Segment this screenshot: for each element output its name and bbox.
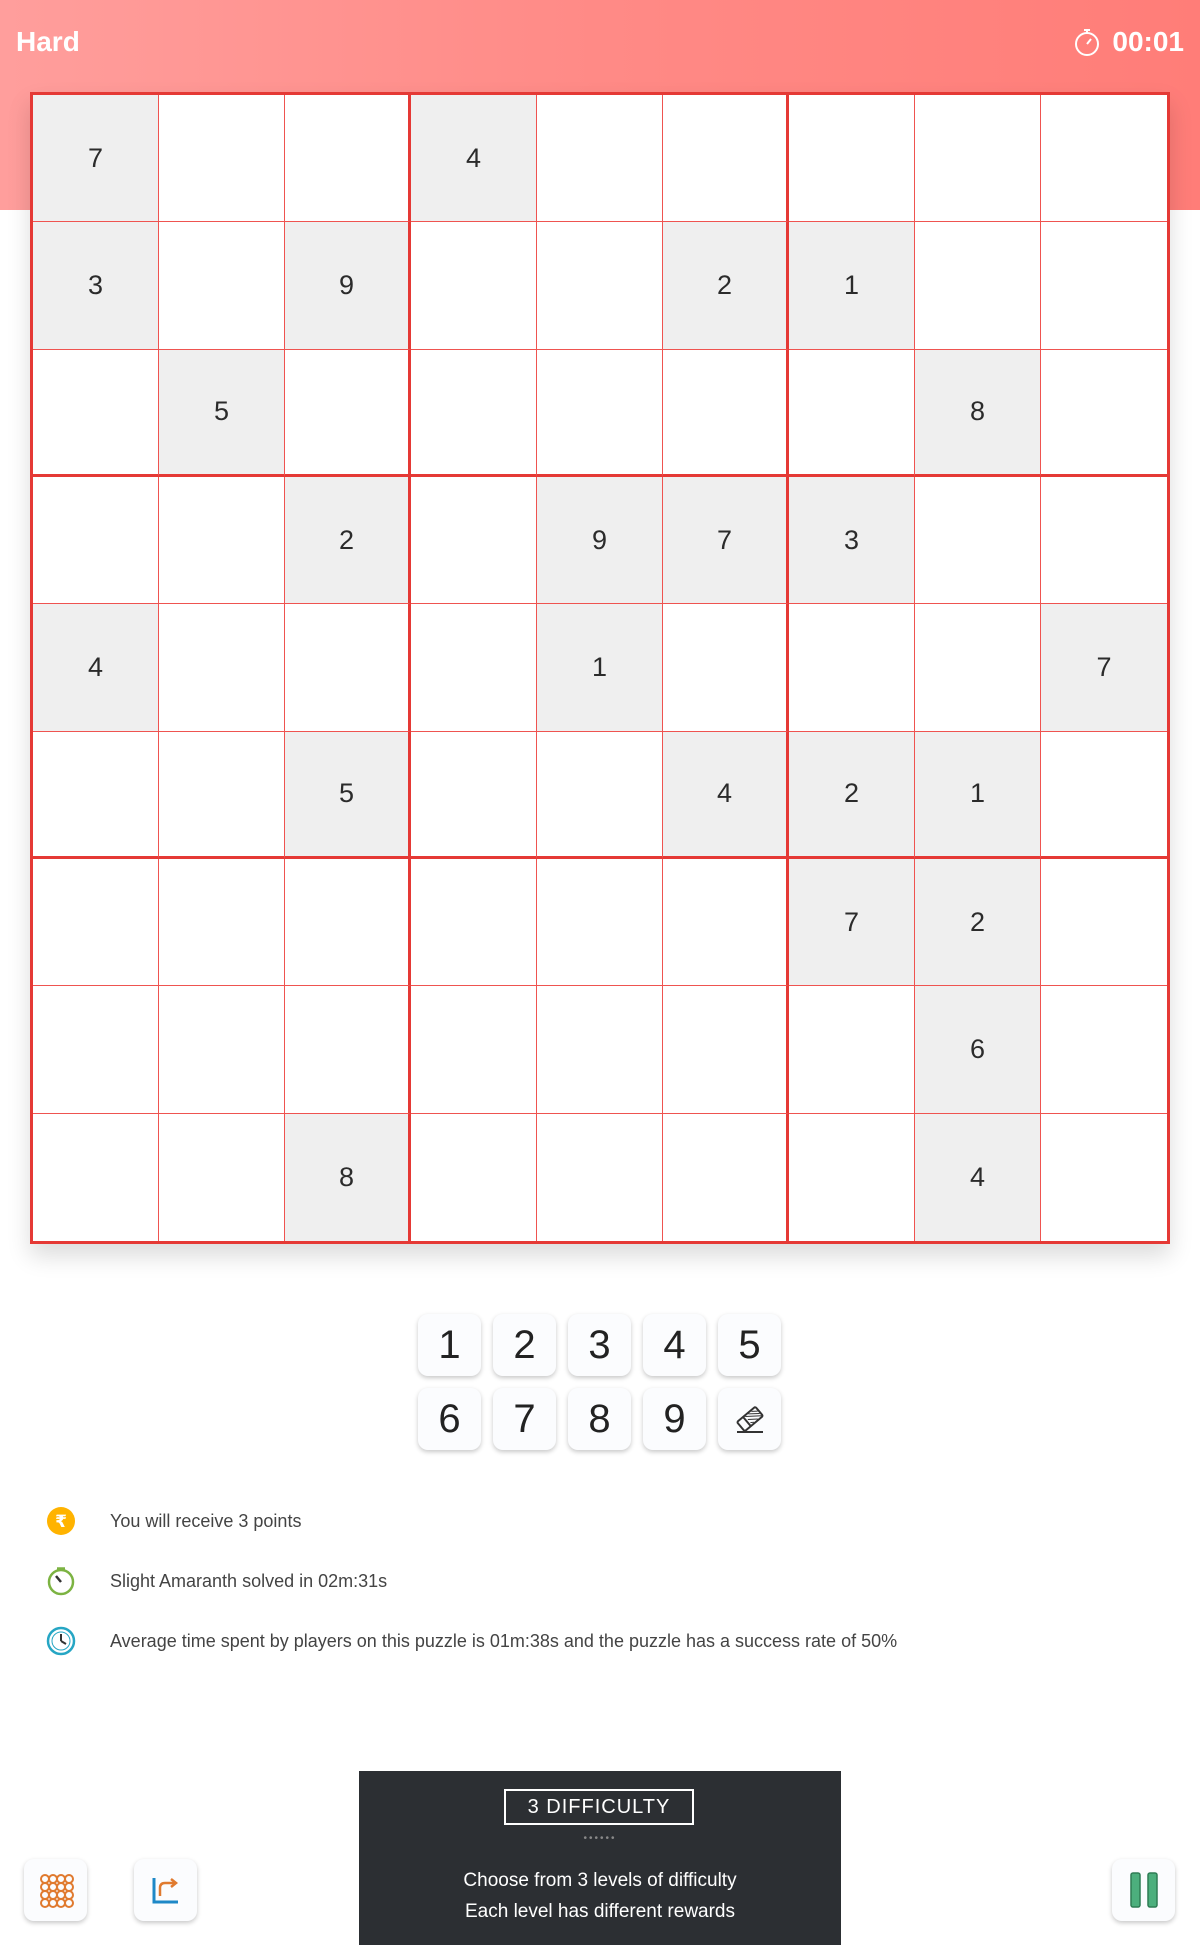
solved-info: [46, 1566, 388, 1596]
pause-button[interactable]: [1112, 1859, 1175, 1921]
solved-text: Slight Amaranth solved in 02m:31s: [110, 1570, 388, 1591]
eraser-icon: [733, 1404, 767, 1434]
timer: [1072, 26, 1184, 58]
cell-r7-c1[interactable]: [33, 859, 159, 986]
key-4-button[interactable]: 4: [643, 1314, 706, 1376]
cell-r2-c1[interactable]: 3: [33, 222, 159, 349]
cell-r2-c7[interactable]: 1: [789, 222, 915, 349]
dots-grid-icon: [38, 1872, 74, 1908]
cell-r7-c3[interactable]: [285, 859, 411, 986]
promo-title: 3 DIFFICULTY: [504, 1789, 694, 1825]
cell-r6-c8[interactable]: 1: [915, 732, 1041, 859]
stats-button[interactable]: [134, 1859, 197, 1921]
cell-r3-c2[interactable]: 5: [159, 350, 285, 477]
cell-r5-c5[interactable]: 1: [537, 604, 663, 731]
cell-r5-c1[interactable]: 4: [33, 604, 159, 731]
cell-r4-c1[interactable]: [33, 477, 159, 604]
number-keypad: [418, 1314, 781, 1450]
cell-r8-c1[interactable]: [33, 986, 159, 1113]
cell-r8-c5[interactable]: [537, 986, 663, 1113]
cell-r5-c2[interactable]: [159, 604, 285, 731]
key-2-button[interactable]: 2: [493, 1314, 556, 1376]
cell-r1-c7[interactable]: [789, 95, 915, 222]
key-9-button[interactable]: 9: [643, 1388, 706, 1450]
timer-value: 00:01: [1112, 26, 1184, 57]
cell-r3-c6[interactable]: [663, 350, 789, 477]
cell-r5-c3[interactable]: [285, 604, 411, 731]
cell-r2-c4[interactable]: [411, 222, 537, 349]
cell-r5-c6[interactable]: [663, 604, 789, 731]
cell-r6-c4[interactable]: [411, 732, 537, 859]
cell-r6-c9[interactable]: [1041, 732, 1167, 859]
cell-r2-c6[interactable]: 2: [663, 222, 789, 349]
cell-r9-c9[interactable]: [1041, 1114, 1167, 1241]
menu-grid-button[interactable]: [24, 1859, 87, 1921]
svg-text:₹: ₹: [55, 1512, 67, 1532]
cell-r1-c8[interactable]: [915, 95, 1041, 222]
cell-r1-c5[interactable]: [537, 95, 663, 222]
cell-r8-c3[interactable]: [285, 986, 411, 1113]
pause-icon: [1129, 1872, 1159, 1908]
difficulty-promo-banner[interactable]: [359, 1771, 841, 1945]
cell-r8-c7[interactable]: [789, 986, 915, 1113]
chart-export-icon: [149, 1873, 183, 1907]
cell-r2-c9[interactable]: [1041, 222, 1167, 349]
points-text: You will receive 3 points: [110, 1510, 302, 1531]
cell-r3-c5[interactable]: [537, 350, 663, 477]
cell-r9-c5[interactable]: [537, 1114, 663, 1241]
cell-r9-c6[interactable]: [663, 1114, 789, 1241]
cell-r7-c8[interactable]: 2: [915, 859, 1041, 986]
cell-r9-c4[interactable]: [411, 1114, 537, 1241]
cell-r1-c6[interactable]: [663, 95, 789, 222]
average-text: Average time spent by players on this puzzle is 01m:38s and the puzzle has a success rate of 50%: [110, 1630, 898, 1651]
average-info: [46, 1626, 898, 1656]
key-8-button[interactable]: 8: [568, 1388, 631, 1450]
stopwatch-icon: [1072, 27, 1102, 57]
cell-r4-c4[interactable]: [411, 477, 537, 604]
cell-r7-c5[interactable]: [537, 859, 663, 986]
cell-r4-c3[interactable]: 2: [285, 477, 411, 604]
cell-r7-c4[interactable]: [411, 859, 537, 986]
cell-r4-c6[interactable]: 7: [663, 477, 789, 604]
sudoku-board: [30, 92, 1170, 1244]
cell-r3-c8[interactable]: 8: [915, 350, 1041, 477]
clock-icon: [46, 1626, 76, 1656]
cell-r1-c4[interactable]: 4: [411, 95, 537, 222]
key-6-button[interactable]: 6: [418, 1388, 481, 1450]
cell-r2-c5[interactable]: [537, 222, 663, 349]
cell-r1-c2[interactable]: [159, 95, 285, 222]
cell-r7-c7[interactable]: 7: [789, 859, 915, 986]
key-1-button[interactable]: 1: [418, 1314, 481, 1376]
promo-line-1: Choose from 3 levels of difficulty: [463, 1870, 737, 1891]
cell-r6-c3[interactable]: 5: [285, 732, 411, 859]
cell-r9-c3[interactable]: 8: [285, 1114, 411, 1241]
key-3-button[interactable]: 3: [568, 1314, 631, 1376]
cell-r5-c9[interactable]: 7: [1041, 604, 1167, 731]
difficulty-label: Hard: [16, 26, 80, 57]
cell-r3-c3[interactable]: [285, 350, 411, 477]
cell-r9-c2[interactable]: [159, 1114, 285, 1241]
cell-r9-c8[interactable]: 4: [915, 1114, 1041, 1241]
key-5-button[interactable]: 5: [718, 1314, 781, 1376]
cell-r5-c7[interactable]: [789, 604, 915, 731]
cell-r8-c4[interactable]: [411, 986, 537, 1113]
cell-r8-c9[interactable]: [1041, 986, 1167, 1113]
promo-line-2: Each level has different rewards: [464, 1901, 736, 1922]
cell-r9-c7[interactable]: [789, 1114, 915, 1241]
cell-r7-c6[interactable]: [663, 859, 789, 986]
rupee-coin-icon: [46, 1506, 76, 1536]
points-info: [46, 1506, 302, 1536]
promo-divider: ••••••: [583, 1833, 617, 1844]
key-7-button[interactable]: 7: [493, 1388, 556, 1450]
cell-r4-c5[interactable]: 9: [537, 477, 663, 604]
cell-r7-c2[interactable]: [159, 859, 285, 986]
cell-r6-c1[interactable]: [33, 732, 159, 859]
cell-r6-c2[interactable]: [159, 732, 285, 859]
cell-r4-c9[interactable]: [1041, 477, 1167, 604]
cell-r1-c3[interactable]: [285, 95, 411, 222]
cell-r1-c1[interactable]: 7: [33, 95, 159, 222]
cell-r8-c8[interactable]: 6: [915, 986, 1041, 1113]
cell-r2-c2[interactable]: [159, 222, 285, 349]
cell-r3-c9[interactable]: [1041, 350, 1167, 477]
cell-r6-c5[interactable]: [537, 732, 663, 859]
cell-r3-c4[interactable]: [411, 350, 537, 477]
cell-r9-c1[interactable]: [33, 1114, 159, 1241]
cell-r4-c2[interactable]: [159, 477, 285, 604]
cell-r6-c6[interactable]: 4: [663, 732, 789, 859]
cell-r5-c8[interactable]: [915, 604, 1041, 731]
cell-r3-c1[interactable]: [33, 350, 159, 477]
stopwatch-icon: [46, 1566, 76, 1596]
cell-r2-c8[interactable]: [915, 222, 1041, 349]
cell-r2-c3[interactable]: 9: [285, 222, 411, 349]
cell-r8-c6[interactable]: [663, 986, 789, 1113]
cell-r1-c9[interactable]: [1041, 95, 1167, 222]
cell-r4-c8[interactable]: [915, 477, 1041, 604]
cell-r8-c2[interactable]: [159, 986, 285, 1113]
cell-r6-c7[interactable]: 2: [789, 732, 915, 859]
cell-r3-c7[interactable]: [789, 350, 915, 477]
cell-r4-c7[interactable]: 3: [789, 477, 915, 604]
cell-r5-c4[interactable]: [411, 604, 537, 731]
erase-button[interactable]: [718, 1388, 781, 1450]
cell-r7-c9[interactable]: [1041, 859, 1167, 986]
